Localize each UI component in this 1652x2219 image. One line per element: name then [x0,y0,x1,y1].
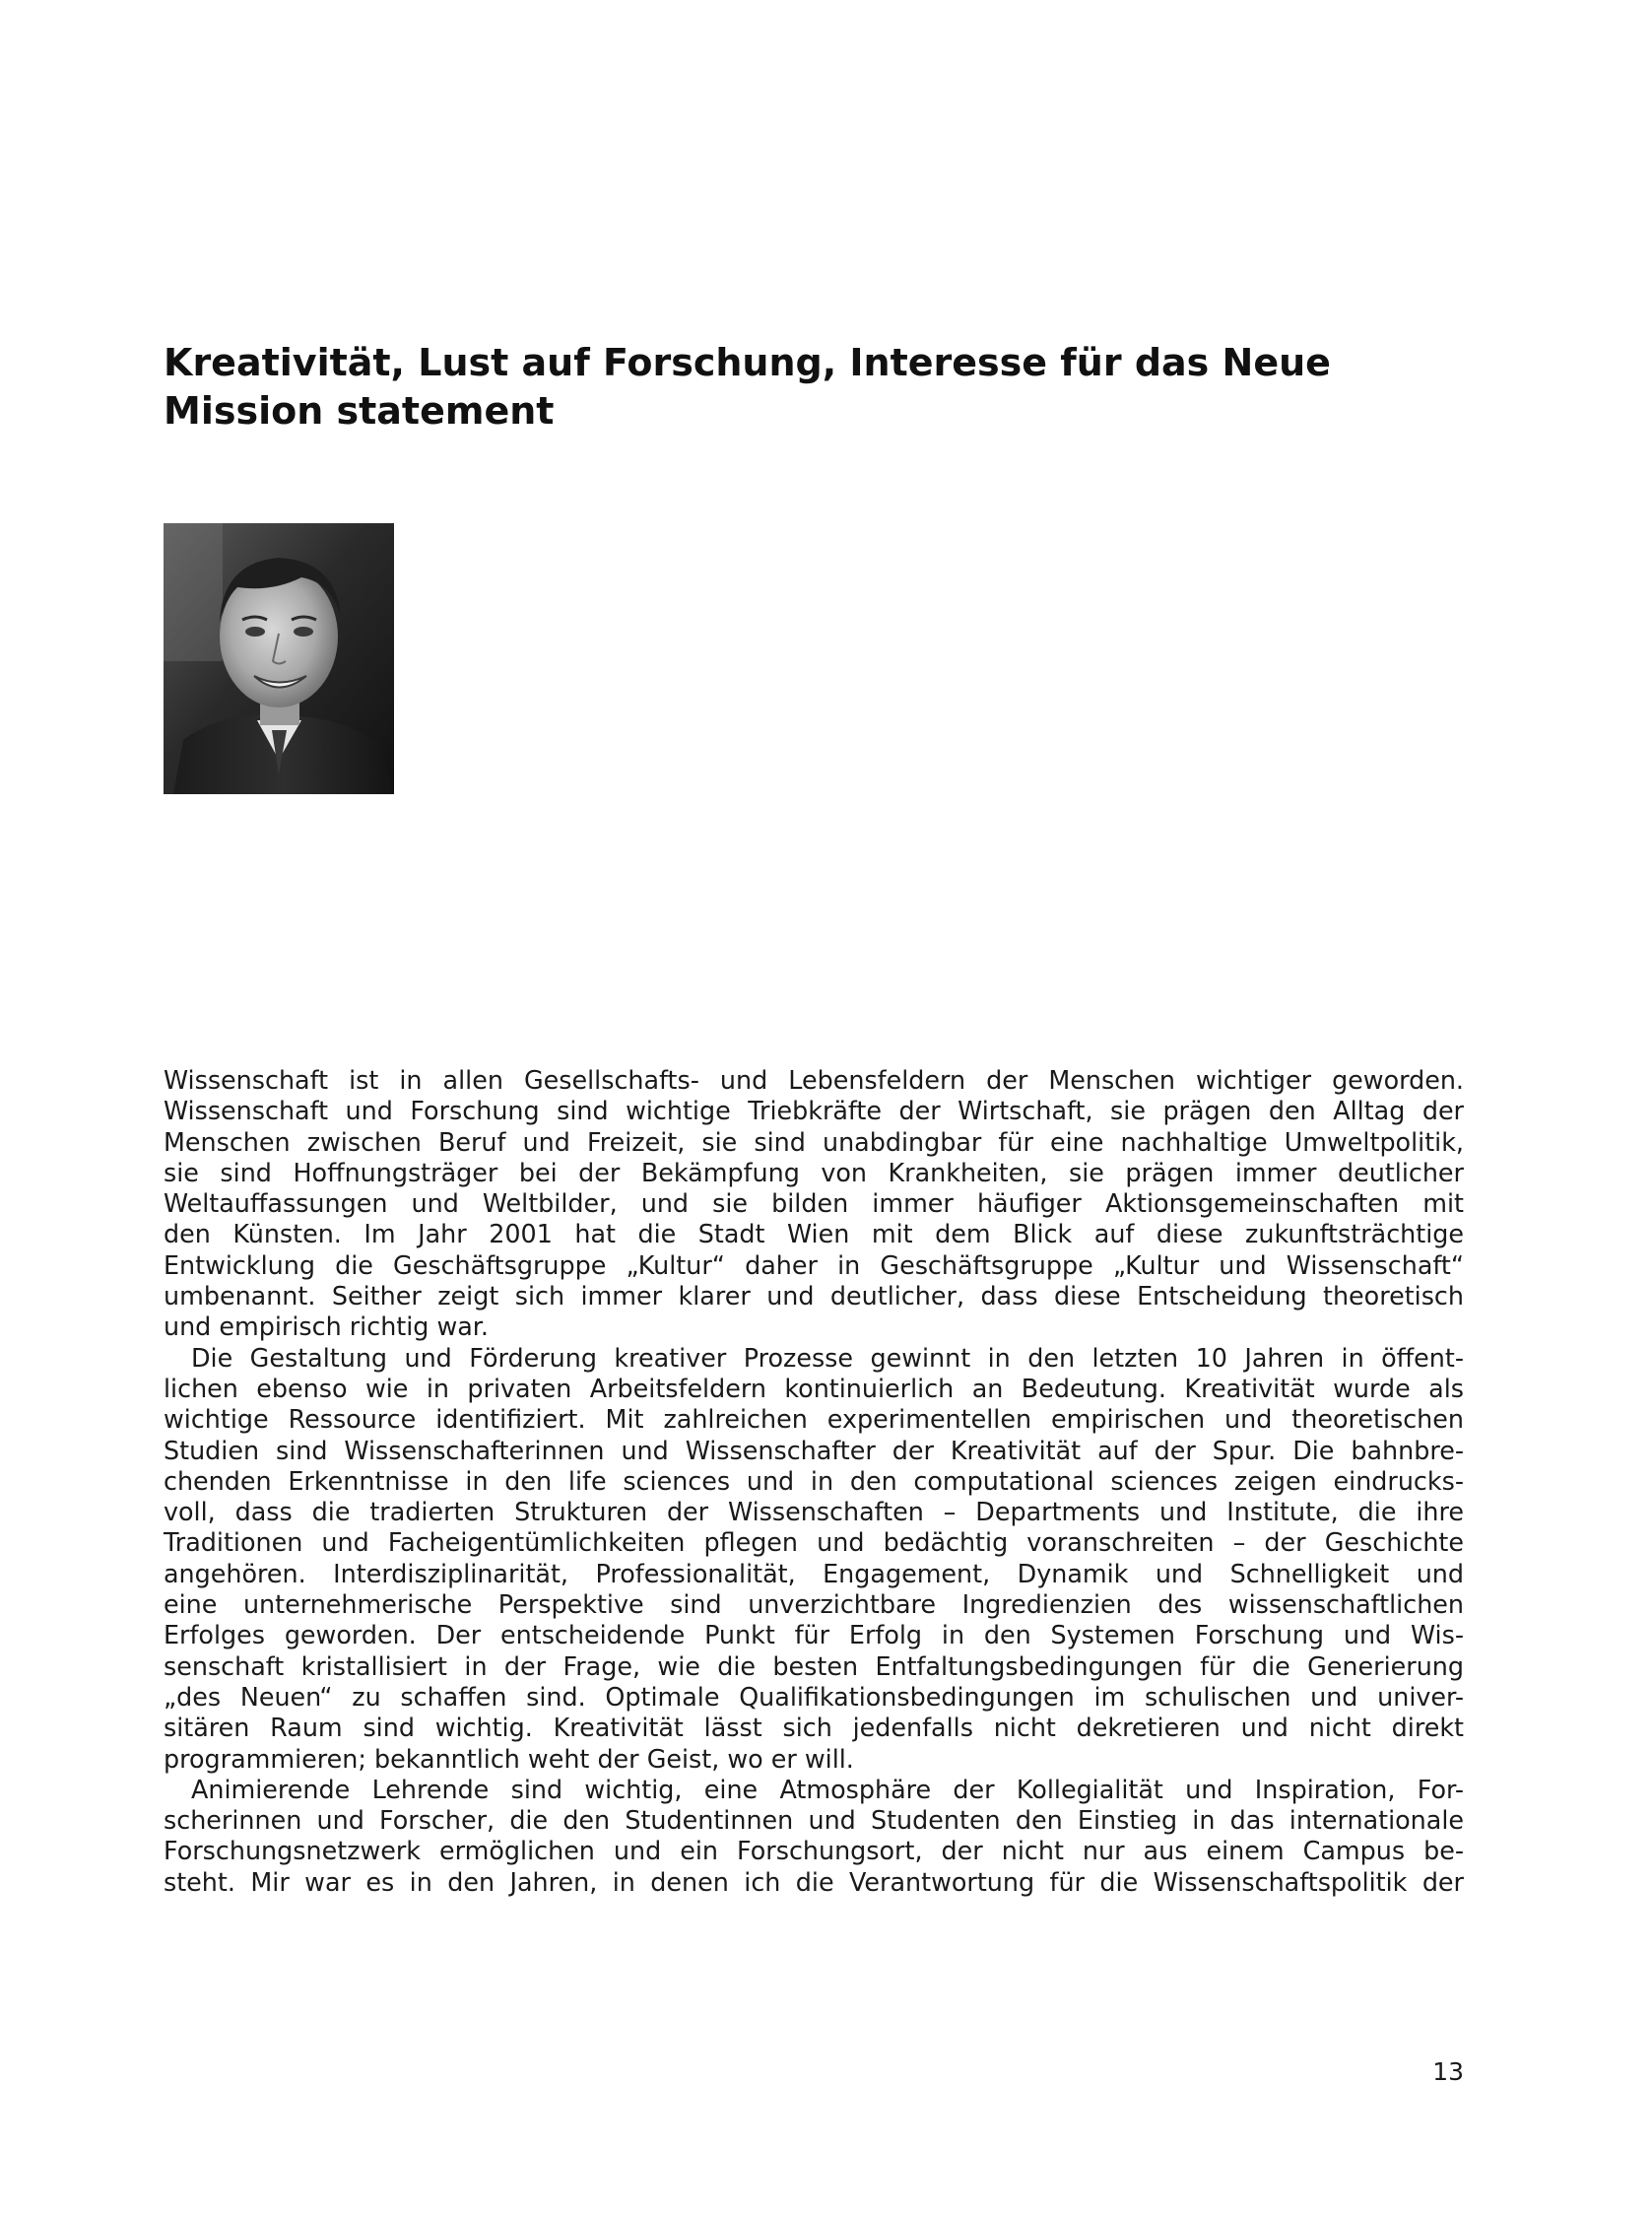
body-text [164,1065,1464,1898]
paragraph-3 [164,1775,1464,1898]
text-line: Traditionen und Facheigentümlichkeiten pflegen und bedächtig voranschreiten – der Geschichte [164,1527,1464,1558]
text-line: Weltauffassungen und Weltbilder, und sie bilden immer häufiger Aktionsgemeinschaften mit [164,1188,1464,1219]
text-line: Entwicklung die Geschäftsgruppe „Kultur“ daher in Geschäftsgruppe „Kultur und Wissenschaft“ [164,1249,1464,1280]
text-line: chenden Erkenntnisse in den life sciences und in den computational sciences zeigen eindrucks- [164,1465,1464,1496]
text-line: wichtige Ressource identifiziert. Mit zahlreichen experimentellen empirischen und theoretischen [164,1404,1464,1435]
text-line: sitären Raum sind wichtig. Kreativität lässt sich jedenfalls nicht dekretieren und nicht direkt [164,1713,1464,1743]
text-line: umbenannt. Seither zeigt sich immer klarer und deutlicher, dass diese Entscheidung theoretisch [164,1281,1464,1311]
text-line: scherinnen und Forscher, die den Studentinnen und Studenten den Einstieg in das internationale [164,1805,1464,1836]
text-line: Studien sind Wissenschafterinnen und Wissenschafter der Kreativität auf der Spur. Die bahnbre- [164,1435,1464,1465]
text-line: angehören. Interdisziplinarität, Professionalität, Engagement, Dynamik und Schnelligkeit und [164,1558,1464,1588]
text-line: Erfolges geworden. Der entscheidende Punkt für Erfolg in den Systemen Forschung und Wis- [164,1620,1464,1650]
paragraph-2 [164,1343,1464,1775]
page-title [164,339,1474,436]
text-line: lichen ebenso wie in privaten Arbeitsfeldern kontinuierlich an Bedeutung. Kreativität wurde als [164,1373,1464,1403]
text-line: senschaft kristallisiert in der Frage, wie die besten Entfaltungsbedingungen für die Generierung [164,1650,1464,1681]
text-line: Die Gestaltung und Förderung kreativer Prozesse gewinnt in den letzten 10 Jahren in öffent- [191,1342,1464,1373]
text-line: eine unternehmerische Perspektive sind unverzichtbare Ingredienzien des wissenschaftlichen [164,1589,1464,1620]
text-line: sie sind Hoffnungsträger bei der Bekämpfung von Krankheiten, sie prägen immer deutlicher [164,1157,1464,1187]
text-line: den Künsten. Im Jahr 2001 hat die Stadt Wien mit dem Blick auf diese zukunftsträchtige [164,1219,1464,1249]
text-line: Menschen zwischen Beruf und Freizeit, sie sind unabdingbar für eine nachhaltige Umweltpolitik, [164,1126,1464,1157]
author-portrait-photo [164,523,394,794]
page-number: 13 [1432,2057,1464,2086]
title-line-1: Kreativität, Lust auf Forschung, Interesse für das Neue [164,341,1331,384]
paragraph-1 [164,1065,1464,1343]
text-line: Forschungsnetzwerk ermöglichen und ein Forschungsort, der nicht nur aus einem Campus be- [164,1836,1464,1866]
text-line: Animierende Lehrende sind wichtig, eine Atmosphäre der Kollegialität und Inspiration, For- [191,1774,1464,1804]
text-line: voll, dass die tradierten Strukturen der Wissenschaften – Departments und Institute, die ihre [164,1497,1464,1527]
text-line: „des Neuen“ zu schaffen sind. Optimale Qualifikationsbedingungen im schulischen und univer- [164,1681,1464,1712]
title-line-2: Mission statement [164,389,555,433]
text-line: Wissenschaft ist in allen Gesellschafts- und Lebensfeldern der Menschen wichtiger geworden. [164,1065,1464,1095]
text-line: programmieren; bekanntlich weht der Geist, wo er will. [164,1743,854,1774]
text-line: und empirisch richtig war. [164,1311,489,1342]
portrait-illustration [164,523,394,794]
text-line: steht. Mir war es in den Jahren, in denen ich die Verantwortung für die Wissenschaftspolitik der [164,1866,1464,1897]
text-line: Wissenschaft und Forschung sind wichtige Triebkräfte der Wirtschaft, sie prägen den Alltag der [164,1096,1464,1126]
